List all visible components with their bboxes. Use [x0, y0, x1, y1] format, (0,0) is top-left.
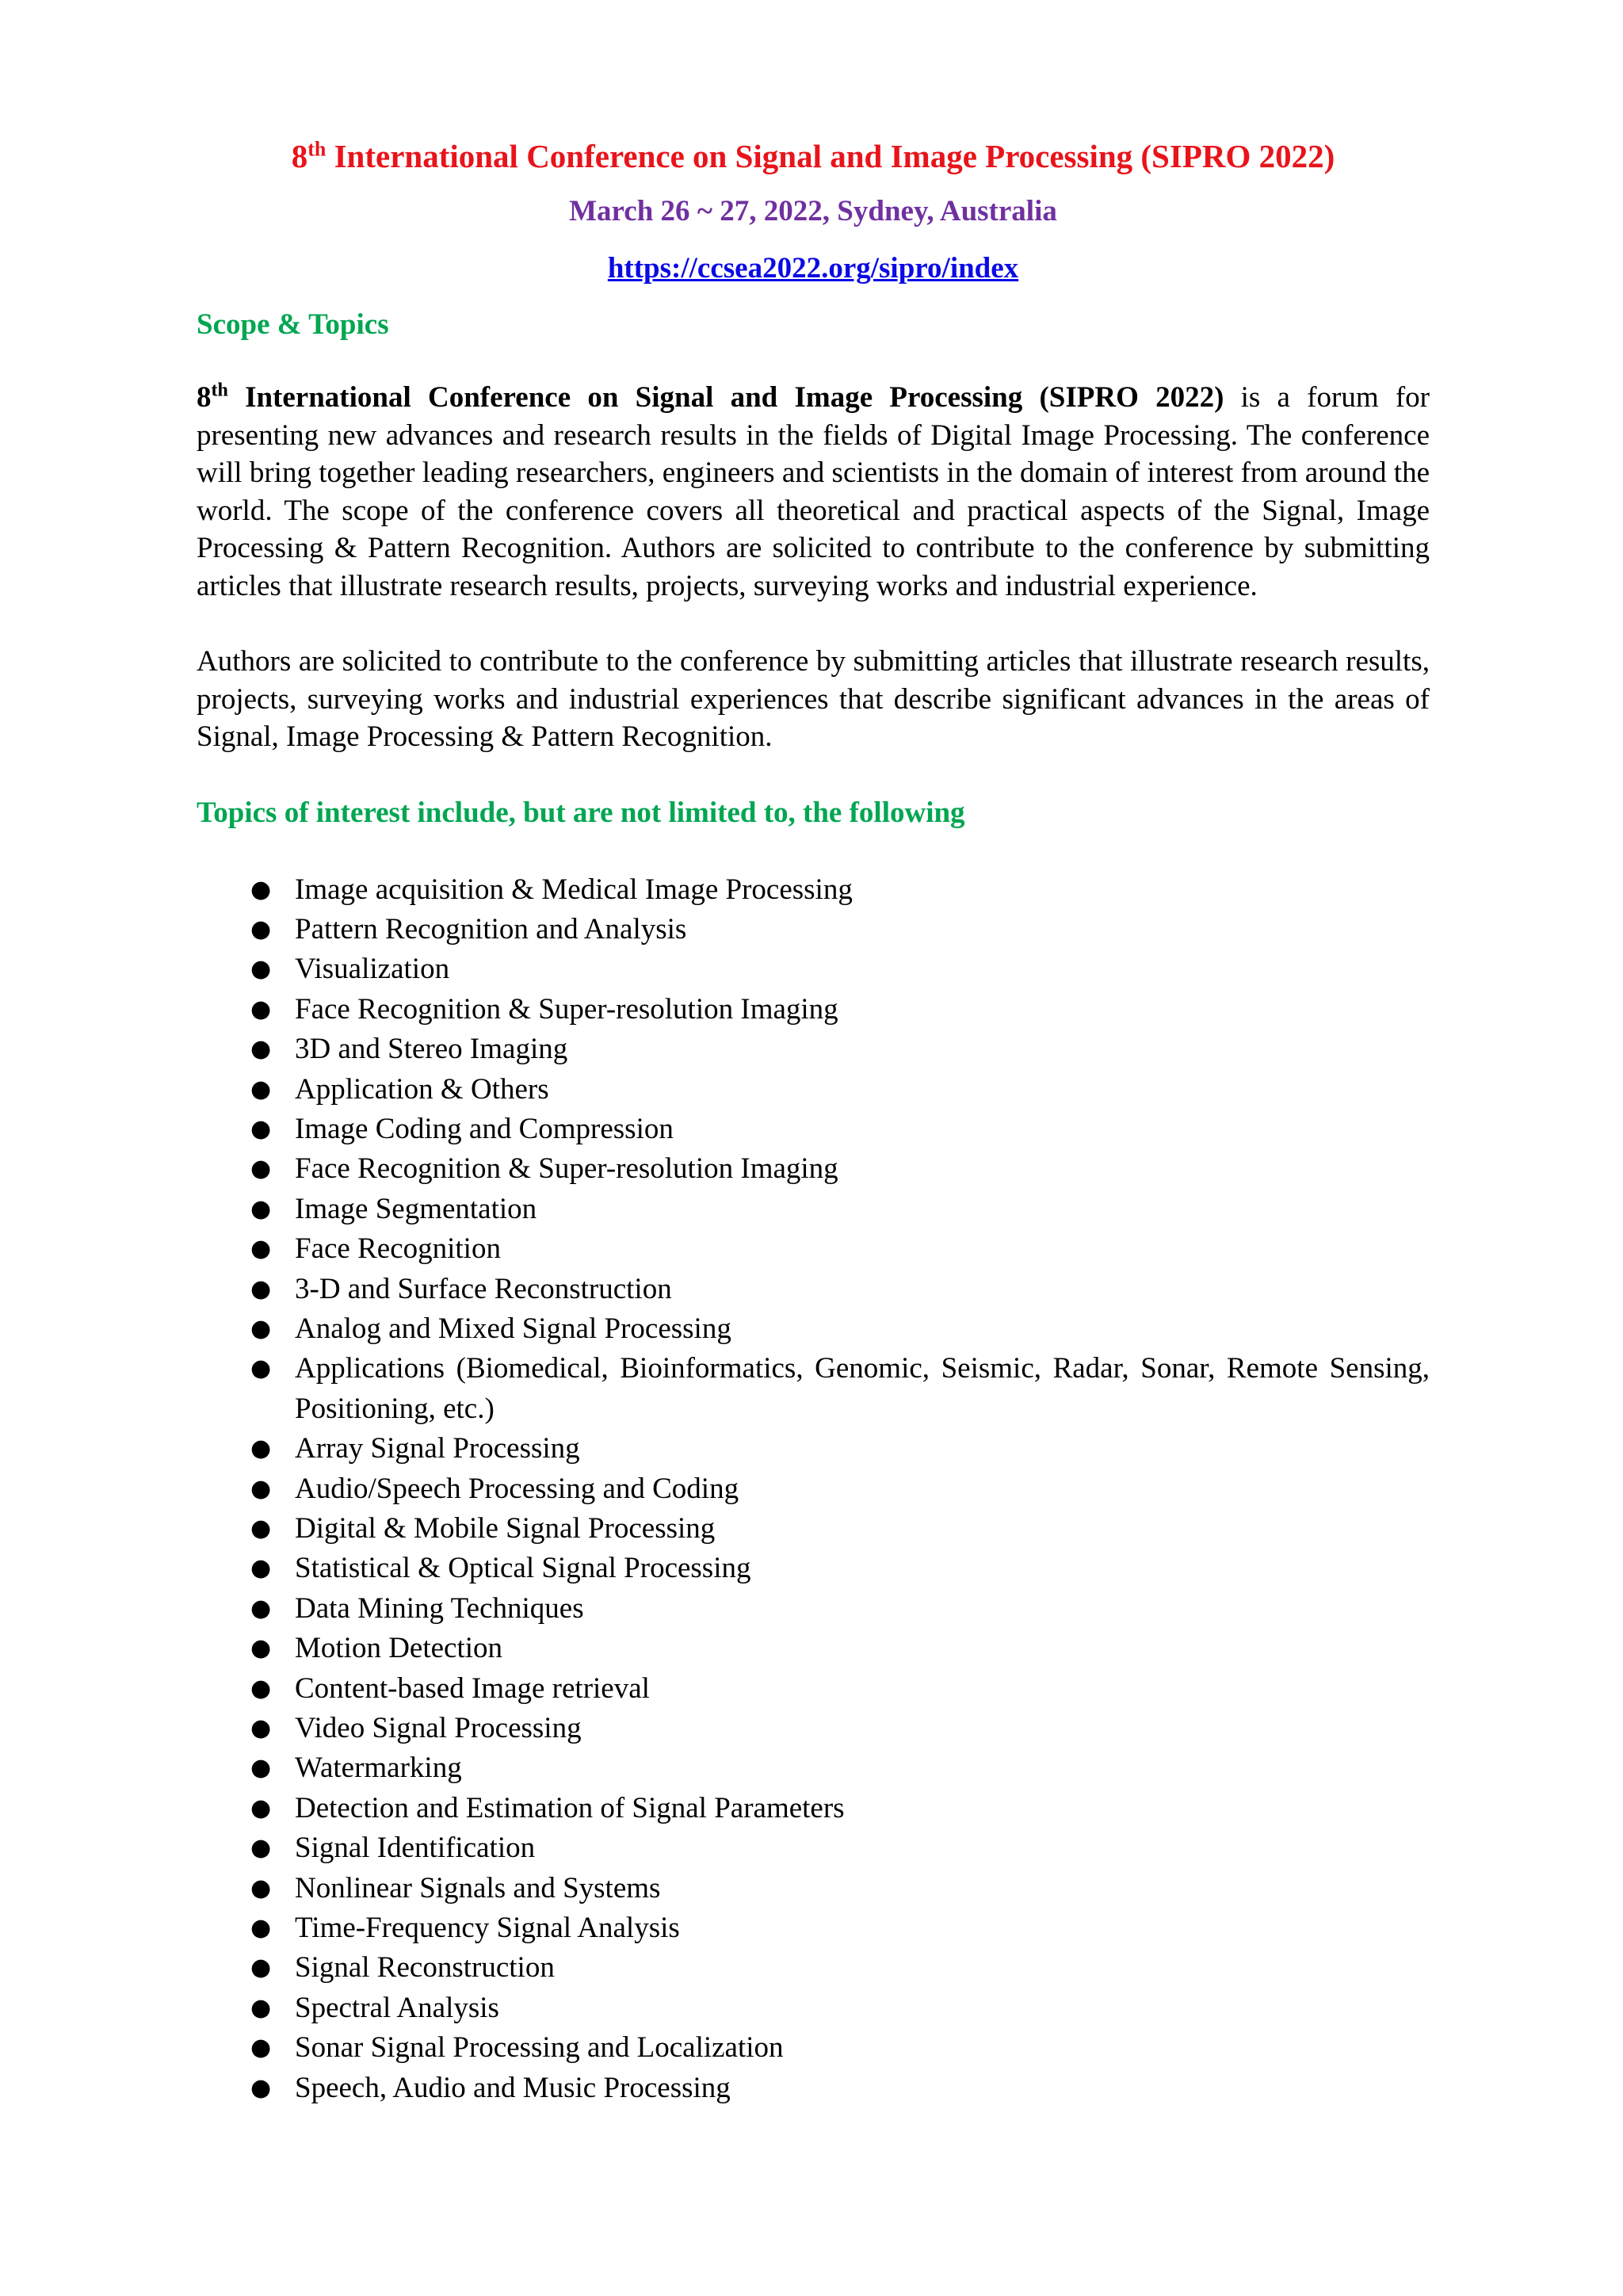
topic-text: Visualization: [295, 953, 450, 986]
bullet-icon: ●: [250, 1794, 272, 1822]
topic-text: Data Mining Techniques: [295, 1591, 584, 1625]
topic-list-item: [197, 1349, 1430, 1429]
topic-text: 3-D and Surface Reconstruction: [295, 1272, 672, 1305]
topic-text: Statistical & Optical Signal Processing: [295, 1552, 751, 1585]
topic-text: Face Recognition: [295, 1232, 501, 1266]
bullet-icon: ●: [250, 1954, 272, 1982]
topic-text: Detection and Estimation of Signal Parameters: [295, 1791, 845, 1824]
topic-text: Content-based Image retrieval: [295, 1671, 650, 1705]
bullet-icon: ●: [250, 1834, 272, 1862]
topic-list-item: [197, 1309, 1430, 1349]
topic-list-item: [197, 1709, 1430, 1748]
topic-list-item: [197, 1509, 1430, 1549]
topic-list-item: [197, 1229, 1430, 1269]
title-ordinal-suffix: th: [307, 137, 327, 161]
bullet-icon: ●: [250, 1754, 272, 1782]
topic-text: Signal Reconstruction: [295, 1951, 555, 1985]
topic-text: Image Segmentation: [295, 1192, 537, 1225]
topic-text: Image acquisition & Medical Image Processing: [295, 873, 853, 906]
bullet-icon: ●: [250, 1075, 272, 1103]
topic-list-item: [197, 1030, 1430, 1069]
topic-text: Image Coding and Compression: [295, 1112, 674, 1145]
conference-dates: March 26 ~ 27, 2022, Sydney, Australia: [569, 195, 1057, 227]
topic-text: Signal Identification: [295, 1832, 536, 1865]
bullet-icon: ●: [250, 1354, 272, 1383]
bullet-icon: ●: [250, 1314, 272, 1343]
bullet-icon: ●: [250, 1993, 272, 2022]
bullet-icon: ●: [250, 1914, 272, 1943]
topic-text: Motion Detection: [295, 1632, 503, 1665]
bullet-icon: ●: [250, 1874, 272, 1902]
bullet-icon: ●: [250, 1114, 272, 1143]
topic-list-item: [197, 1669, 1430, 1709]
document-page: [197, 135, 1430, 2108]
conference-url-link[interactable]: https://ccsea2022.org/sipro/index: [607, 252, 1019, 285]
topic-list-item: [197, 1190, 1430, 1229]
bullet-icon: ●: [250, 1515, 272, 1542]
topic-list-item: [197, 910, 1430, 949]
bullet-icon: ●: [250, 2034, 272, 2062]
topic-text: Applications (Biomedical, Bioinformatics, Genomic, Seismic, Radar, Sonar, Remote Sensing, Positioning, etc.): [295, 1352, 1430, 1425]
bullet-icon: ●: [250, 1194, 272, 1223]
bullet-icon: ●: [250, 995, 272, 1023]
topic-list-item: [197, 1948, 1430, 1988]
title-ordinal: 8: [291, 138, 308, 174]
topic-list-item: [197, 1789, 1430, 1828]
topic-text: Face Recognition & Super-resolution Imaging: [295, 992, 838, 1026]
bullet-icon: ●: [250, 915, 272, 943]
bullet-icon: ●: [250, 1674, 272, 1702]
topic-list-item: [197, 1070, 1430, 1110]
scope-paragraph-1: [197, 379, 1430, 605]
topic-list-item: [197, 1589, 1430, 1629]
topic-list-item: [197, 949, 1430, 989]
topic-list-item: [197, 1549, 1430, 1588]
topic-list-item: [197, 1270, 1430, 1309]
topic-list-item: [197, 870, 1430, 910]
topic-list-item: [197, 2028, 1430, 2068]
bullet-icon: ●: [250, 875, 272, 904]
conference-title: [197, 135, 1430, 178]
topic-text: Watermarking: [295, 1752, 462, 1785]
topic-list-item: [197, 2069, 1430, 2108]
topic-text: Application & Others: [295, 1072, 549, 1106]
topic-list-item: [197, 1908, 1430, 1948]
scope-paragraph-1-text: is a forum for presenting new advances and research results in the fields of Digital Image Processing. The conference will bring together leading researchers, engineers and scientists in the domain of interest from around the world. The scope of the conference covers all theoretical and practical aspects of the Signal, Image Processing & Pattern Recognition. Authors are solicited to contribute to the conference by submitting articles that illustrate research results, projects, surveying works and industrial experience.: [197, 381, 1430, 602]
topic-text: Spectral Analysis: [295, 1991, 499, 2024]
title-text: International Conference on Signal and Image Processing (SIPRO 2022): [326, 138, 1335, 174]
scope-bold-ordinal-suffix: th: [211, 380, 228, 401]
bullet-icon: ●: [250, 1035, 272, 1064]
bullet-icon: ●: [250, 955, 272, 984]
topic-list-item: [197, 1629, 1430, 1668]
bullet-icon: ●: [250, 2073, 272, 2102]
topic-text: Speech, Audio and Music Processing: [295, 2071, 731, 2104]
topic-list-item: [197, 1748, 1430, 1788]
topic-list-item: [197, 1469, 1430, 1509]
topic-text: Video Signal Processing: [295, 1712, 582, 1745]
topic-text: Pattern Recognition and Analysis: [295, 912, 687, 946]
topic-text: Digital & Mobile Signal Processing: [295, 1512, 716, 1545]
topic-text: Analog and Mixed Signal Processing: [295, 1312, 731, 1345]
bullet-icon: ●: [250, 1474, 272, 1503]
topic-text: Nonlinear Signals and Systems: [295, 1871, 661, 1904]
topic-list-item: [197, 1429, 1430, 1469]
topic-list-item: [197, 1828, 1430, 1868]
bullet-icon: ●: [250, 1435, 272, 1463]
topic-list-item: [197, 1988, 1430, 2028]
scope-paragraph-bold-title: [197, 381, 1224, 414]
topics-list: [197, 870, 1430, 2109]
topic-text: Array Signal Processing: [295, 1432, 580, 1465]
topic-text: Sonar Signal Processing and Localization: [295, 2031, 784, 2065]
bullet-icon: ●: [250, 1235, 272, 1263]
bullet-icon: ●: [250, 1634, 272, 1663]
scope-bold-ordinal: 8: [197, 381, 212, 414]
topic-list-item: [197, 990, 1430, 1030]
bullet-icon: ●: [250, 1155, 272, 1183]
topic-text: Face Recognition & Super-resolution Imaging: [295, 1152, 838, 1186]
scope-paragraph-2: Authors are solicited to contribute to the conference by submitting articles that illustrate research results, projects, surveying works and industrial experiences that describe significant advances in the areas of Signal, Image Processing & Pattern Recognition.: [197, 645, 1430, 753]
topic-text: Time-Frequency Signal Analysis: [295, 1912, 680, 1945]
topic-list-item: [197, 1110, 1430, 1149]
topic-list-item: [197, 1869, 1430, 1908]
scope-heading: Scope & Topics: [197, 308, 389, 341]
bullet-icon: ●: [250, 1594, 272, 1622]
topic-text: Audio/Speech Processing and Coding: [295, 1472, 739, 1505]
topic-list-item: [197, 1149, 1430, 1189]
bullet-icon: ●: [250, 1714, 272, 1743]
topics-heading: Topics of interest include, but are not limited to, the following: [197, 796, 965, 829]
topic-text: 3D and Stereo Imaging: [295, 1033, 568, 1066]
scope-bold-text: International Conference on Signal and Image Processing (SIPRO 2022): [227, 381, 1224, 414]
bullet-icon: ●: [250, 1554, 272, 1583]
bullet-icon: ●: [250, 1274, 272, 1303]
